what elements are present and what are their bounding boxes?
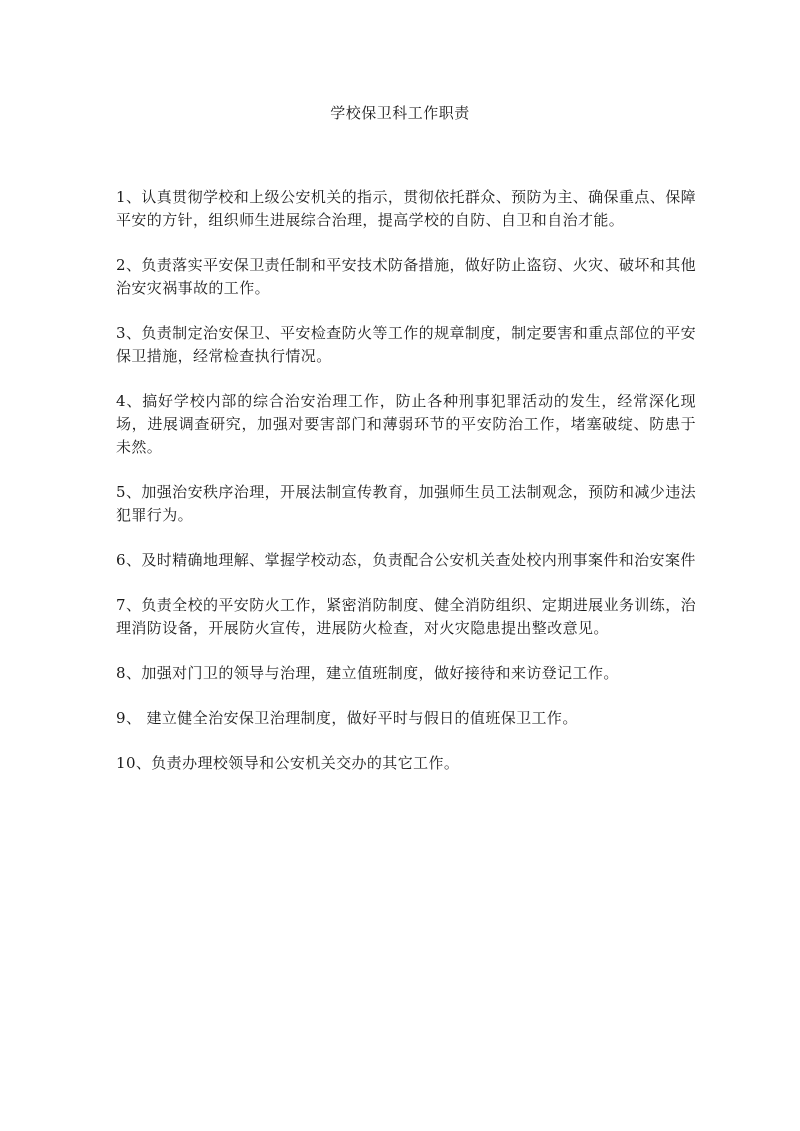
duty-item-1: 1、认真贯彻学校和上级公安机关的指示，贯彻依托群众、预防为主、确保重点、保障平安的方针，组织师生进展综合治理，提高学校的自防、自卫和自治才能。 xyxy=(116,188,696,229)
duty-item-5: 5、加强治安秩序治理，开展法制宣传教育，加强师生员工法制观念，预防和减少违法犯罪行为。 xyxy=(116,483,696,524)
duty-list xyxy=(116,186,696,797)
document-title: 学校保卫科工作职责 xyxy=(330,104,470,122)
duty-item-6: 6、及时精确地理解、掌握学校动态，负责配合公安机关查处校内刑事案件和治安案件 xyxy=(116,551,696,569)
duty-item-3: 3、负责制定治安保卫、平安检查防火等工作的规章制度，制定要害和重点部位的平安保卫措施，经常检查执行情况。 xyxy=(116,324,696,365)
duty-item-7: 7、负责全校的平安防火工作，紧密消防制度、健全消防组织、定期进展业务训练，治理消防设备，开展防火宣传，进展防火检查，对火灾隐患提出整改意见。 xyxy=(116,596,696,637)
duty-item-8: 8、加强对门卫的领导与治理，建立值班制度，做好接待和来访登记工作。 xyxy=(116,664,619,682)
duty-item-10: 10、负责办理校领导和公安机关交办的其它工作。 xyxy=(116,754,460,772)
duty-item-4: 4、搞好学校内部的综合治安治理工作，防止各种刑事犯罪活动的发生，经常深化现场，进展调查研究，加强对要害部门和薄弱环节的平安防治工作，堵塞破绽、防患于未然。 xyxy=(116,392,696,456)
duty-item-2: 2、负责落实平安保卫责任制和平安技术防备措施，做好防止盗窃、火灾、破坏和其他治安灾祸事故的工作。 xyxy=(116,256,696,297)
duty-item-9: 9、 建立健全治安保卫治理制度，做好平时与假日的值班保卫工作。 xyxy=(116,709,578,727)
